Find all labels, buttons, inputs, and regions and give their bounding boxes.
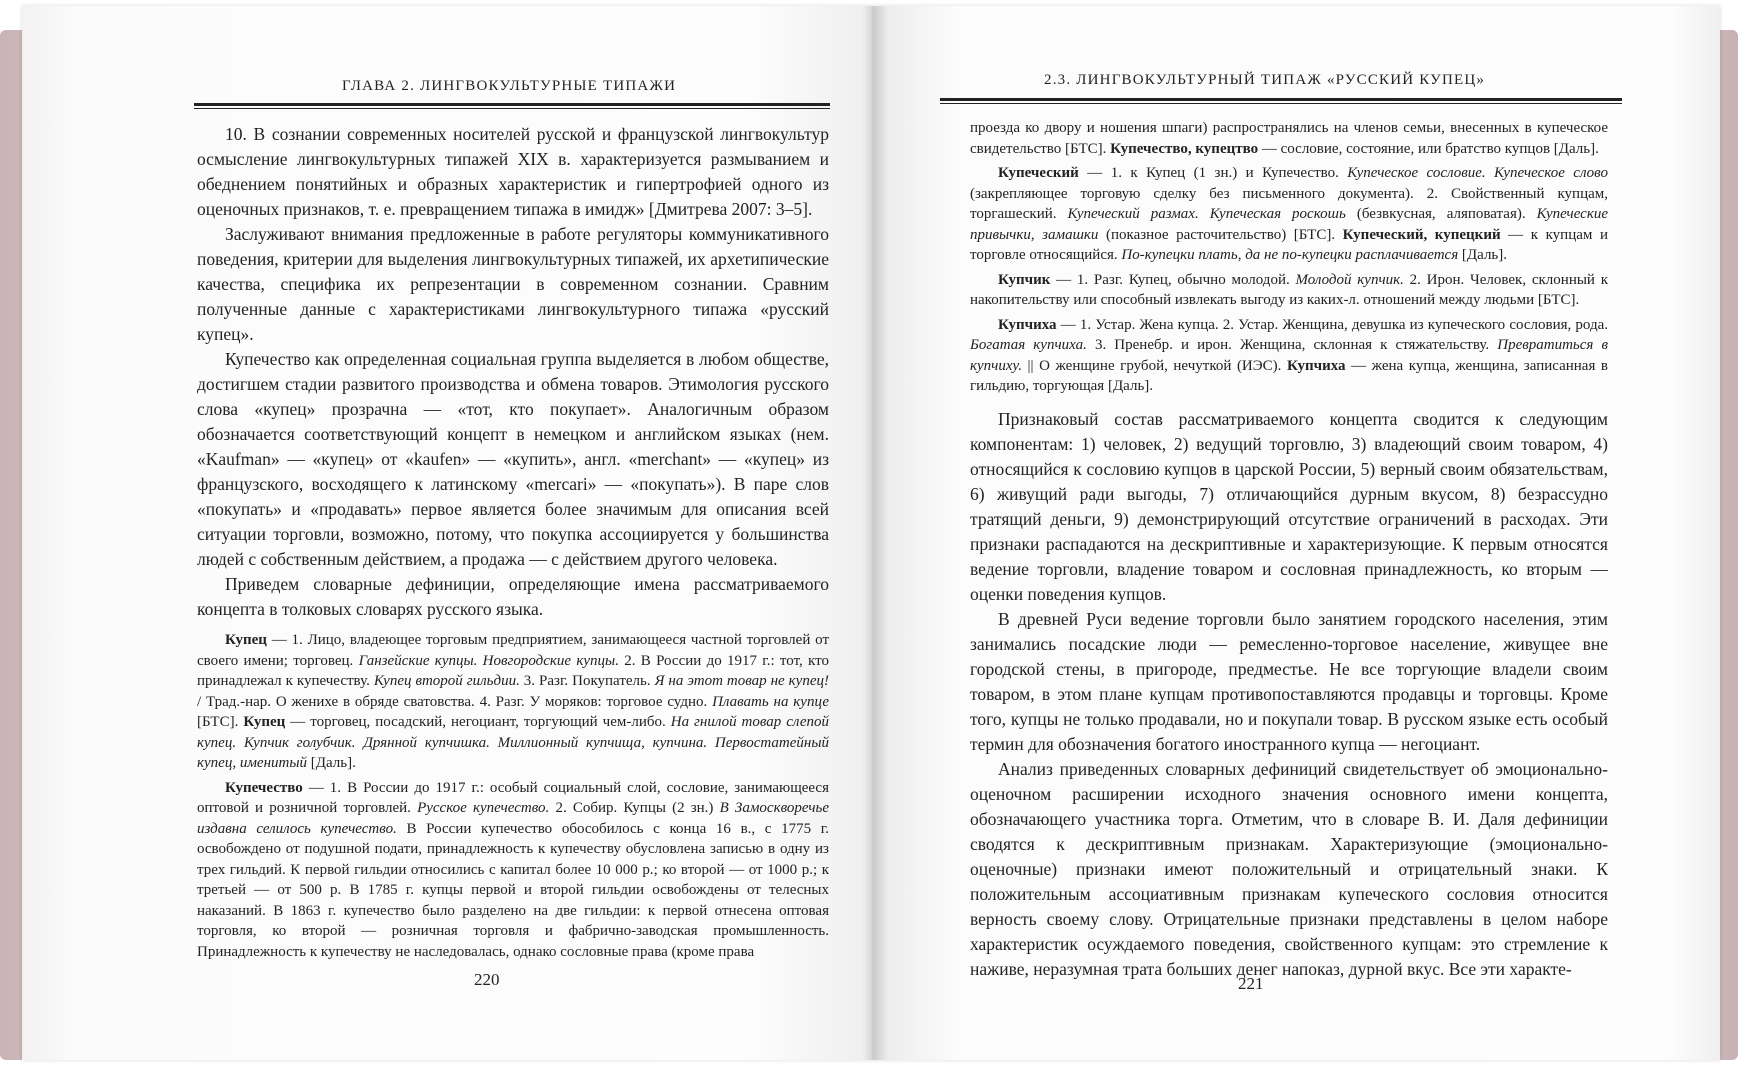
dict-entry-kupchik: [970, 270, 1608, 311]
left-header-rule-thin: [194, 108, 830, 109]
definition-text: — торговец, посадский, негоциант, торгующий чем-либо.: [285, 714, 671, 730]
paragraph: Признаковый состав рассматриваемого концепта сводится к следующим компонентам: 1) человек, 2) ведущий торговлю, 3) владеющий своим товаром, 4) относящийся к сословию купцов в царской России, 5) верный своим обязательствам, 6) живущий ради выгоды, 7) отличающийся дурным вкусом, 8) безрассудно тратящий деньги, 9) демонстрирующий отсутствие ограничений в расходах. Эти признаки распадаются на дескриптивные и характеризующие. К первым относятся ведение торговли, владение товаром и сословная принадлежность, ко вторым — оценки поведения купцов.: [970, 408, 1608, 604]
definition-text: 2. Собир. Купцы (2 зн.): [549, 800, 720, 816]
left-page: [22, 6, 874, 1060]
definition-text: (показное расточительство) [БТС].: [1098, 226, 1343, 243]
definition-text: 3. Пренебр. и ирон. Женщина, склонная к стяжательству.: [1086, 337, 1498, 353]
paragraph: Приведем словарные дефиниции, определяющие имена рассматриваемого концепта в толковых словарях русского языка.: [197, 574, 829, 619]
headword: Купчиха: [998, 316, 1057, 333]
page-number-right: 221: [1238, 974, 1264, 993]
example-text: В Замоскворечье издавна селилось купечество.: [197, 800, 829, 837]
headword: Купеческий: [998, 165, 1079, 181]
definition-text: 2. Ирон. Человек, склонный к накопительству или способный извлекать выгоду из каких-л. отношений между людьми [БТС].: [970, 271, 1608, 308]
definition-text: (закрепляющее торговую сделку без письменного документа). 2. Свойственный купцам, торгашеский.: [970, 185, 1608, 222]
left-running-head: ГЛАВА 2. ЛИНГВОКУЛЬТУРНЫЕ ТИПАЖИ: [342, 78, 677, 94]
example-text: Купеческие привычки, замашки: [970, 206, 1609, 243]
example-text: Купеческое сословие. Купеческое слово: [1347, 165, 1608, 181]
definition-text: 3. Разг. Покупатель.: [519, 673, 655, 689]
definition-text: [Даль].: [1458, 247, 1508, 263]
example-text: По-купецки плать, да не по-купецки расплачивается: [1121, 247, 1459, 263]
headword: Купечество, купецтво: [1110, 140, 1259, 157]
definition-text: — сословие, состояние, или братство купцов [Даль].: [1258, 140, 1599, 157]
paragraph: 10. В сознании современных носителей русской и французской лингвокультур осмысление лингвокультурных типажей XIX в. характеризуется размыванием и обеднением понятийных и образных характеристик и гипертрофией одного из оценочных признаков, т. е. превращением типажа в имидж» [Дмитрева 2007: 3–5].: [197, 124, 829, 219]
dictionary-block-right: [970, 118, 1608, 397]
paragraph: В древней Руси ведение торговли было занятием городского населения, этим занимались посадские люди — ремесленно-торговое население, живущее вне городской стены, в пригороде, предместье. Не все торгующие владели своим товаром, в этом плане купцам противопоставляются продавцы и торговцы. Кроме того, купцы не только продавали, но и покупали товар. В русском языке есть особый термин для обозначения богатого иностранного купца — негоциант.: [970, 608, 1608, 754]
left-body: [197, 122, 829, 966]
definition-text: — к купцам и торговле относящийся.: [970, 226, 1608, 263]
dict-entry-kupechestvo: [197, 778, 829, 963]
dict-entry-kupecheskiy: [970, 163, 1608, 266]
example-text: Богатая купчиха.: [970, 337, 1087, 353]
definition-text: [БТС].: [197, 714, 244, 730]
example-text: Купеческий размах. Купеческая роскошь: [1067, 206, 1346, 222]
definition-text: (безвкусная, аляповатая).: [1345, 206, 1537, 222]
page-number-left: 220: [474, 970, 500, 989]
headword: Купечество: [225, 779, 303, 796]
right-body: [970, 118, 1608, 982]
example-text: Купец второй гильдии.: [373, 673, 520, 689]
dict-entry-continuation: [970, 118, 1608, 159]
paragraph: Купечество как определенная социальная группа выделяется в любом обществе, достигшем стадии развитого производства и обмена товаров. Этимология русского слова «купец» прозрачна — «тот, кто покупает». Аналогичным образом обозначается соответствующий концепт в немецком и английском языках (нем. «Kaufman» — «купец» от «kaufen» — «купить», англ. «merchant» — «купец» из французского, восходящего к латинскому «mercari» — «покупать»). В паре слов «покупать» и «продавать» первое является более значимым для описания всей ситуации торговли, возможно, потому, что покупка ассоциируется у большинства людей с собственным действием, а продажа — с действием другого человека.: [197, 349, 829, 569]
right-page: [874, 6, 1720, 1060]
paragraph: Заслуживают внимания предложенные в работе регуляторы коммуникативного поведения, критерии для выделения лингвокультурных типажей, их архетипические качества, специфика их репрезентации в современном сознании. Сравним полученные данные с характеристиками лингвокультурного типажа «русский купец».: [197, 224, 829, 344]
example-text: На гнилой товар слепой купец. Купчик голубчик. Дрянной купчишка. Миллионный купчища, купчина. Первостатейный купец, именитый: [197, 714, 830, 771]
right-running-head: 2.3. ЛИНГВОКУЛЬТУРНЫЙ ТИПАЖ «РУССКИЙ КУПЕЦ»: [1044, 72, 1486, 88]
dictionary-block-left: [197, 630, 829, 962]
right-header-rule: [940, 98, 1622, 101]
right-header-rule-thin: [940, 103, 1622, 104]
definition-text: — 1. Устар. Жена купца. 2. Устар. Женщина, девушка из купеческого сословия, рода.: [1056, 316, 1608, 333]
left-header-rule: [194, 103, 830, 106]
headword: Купец: [225, 632, 267, 648]
headword: Купчиха: [1287, 357, 1346, 374]
definition-text: — 1. В России до 1917 г.: особый социальный слой, сословие, занимающееся оптовой и розничной торговлей.: [197, 779, 829, 816]
example-text: Русское купечество.: [417, 800, 550, 816]
definition-text: В России купечество обособилось с конца 16 в., с 1775 г. освобождено от подушной подати, принадлежность к купечеству обусловлена записью в одну из трех гильдий. К первой гильдии относились с капитал более 10 000 р.; ко второй — от 1000 р.; к третьей — от 500 р. В 1785 г. купцы первой и второй гильдии освобождены от телесных наказаний. В 1863 г. купечество было разделено на две гильдии: к первой отнесена оптовая торговля, ко второй — розничная торговля и фабрично-заводская промышленность. Принадлежность к купечеству не наследовалась, однако сословные права (кроме права: [197, 820, 829, 960]
definition-text: 2. В России до 1917 г.: тот, кто принадлежал к купечеству.: [197, 652, 829, 689]
dict-entry-kupets: [197, 630, 829, 774]
definition-text: — жена купца, женщина, записанная в гильдию, торгующая [Даль].: [970, 357, 1609, 394]
dict-entry-kupchikha: [970, 315, 1608, 397]
headword: Купчик: [998, 271, 1051, 288]
example-text: Плавать на купце: [712, 693, 829, 710]
definition-text: — 1. Разг. Купец, обычно молодой.: [1050, 271, 1296, 288]
definition-text: проезда ко двору и ношения шпаги) распространялись на членов семьи, внесенных в купеческое свидетельство [БТС].: [970, 120, 1608, 157]
example-text: Я на этот товар не купец!: [654, 673, 829, 689]
paragraph: Анализ приведенных словарных дефиниций свидетельствует об эмоционально-оценочном расширении исходного значения основного имени концепта, обозначающего участника торга. Отметим, что в словаре В. И. Даля дефиниции сводятся к дескриптивным признакам. Характеризующие (эмоционально-оценочные) признаки имеют положительный и отрицательный знаки. К положительным ассоциативным признакам купеческого сословия относится верность своему слову. Отрицательные признаки представлены в целом наборе характеристик осуждаемого поведения, свойственного купцам: это стремление к наживе, неразумная трата больших денег напоказ, дурной вкус. Все эти характе-: [970, 758, 1608, 979]
definition-text: / Трад.-нар. О женихе в обряде сватовства. 4. Разг. У моряков: торговое судно.: [197, 693, 713, 710]
definition-text: || О женщине грубой, нечуткой (ИЭС).: [1021, 357, 1287, 374]
example-text: Молодой купчик.: [1295, 271, 1404, 288]
example-text: Превратиться в купчиху.: [970, 337, 1609, 374]
book-gutter: [862, 6, 888, 1060]
definition-text: — 1. к Купец (1 зн.) и Купечество.: [1078, 165, 1348, 181]
definition-text: [Даль].: [307, 755, 356, 771]
right-main-text: [970, 407, 1608, 982]
headword: Купец: [243, 714, 286, 730]
definition-text: — 1. Лицо, владеющее торговым предприятием, занимающееся частной торговлей от своего имени; торговец.: [197, 632, 829, 669]
example-text: Ганзейские купцы. Новгородские купцы.: [358, 652, 619, 669]
headword: Купеческий, купецкий: [1342, 226, 1501, 243]
